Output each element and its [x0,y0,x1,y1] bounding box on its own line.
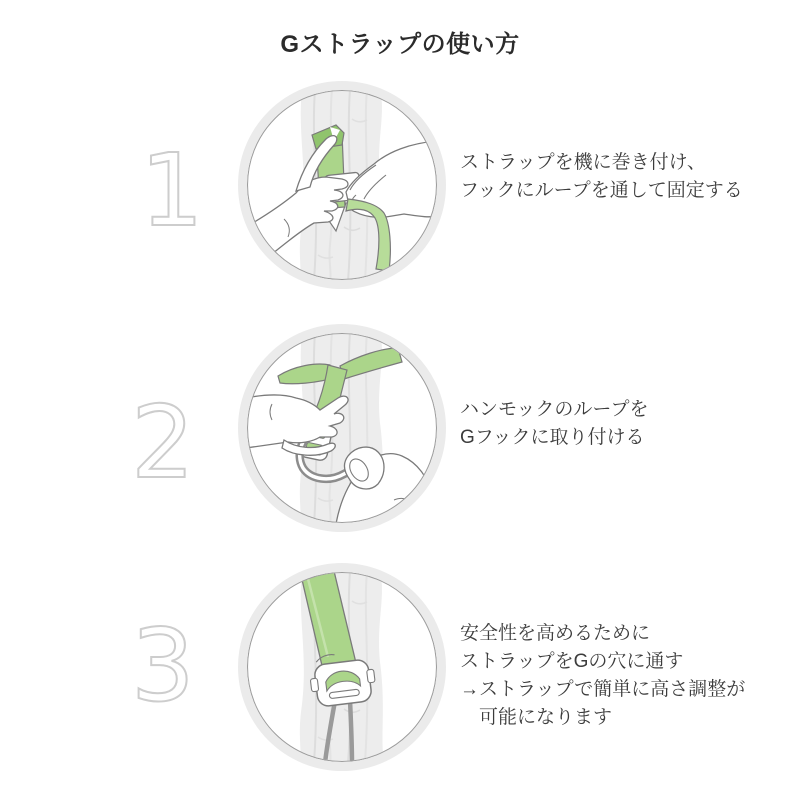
caption-line: →ストラップで簡単に高さ調整が [460,679,746,700]
step-3-illustration-icon [237,562,447,772]
caption-line: 安全性を高めるために [460,623,651,644]
caption-line: ストラップを機に巻き付け、 [460,152,706,173]
step-1-caption [460,149,743,205]
caption-line: ストラップをGの穴に通す [460,651,684,672]
step-2-caption [460,396,648,452]
step-3-number: 3 [131,607,195,724]
left-hand-icon [246,395,348,455]
step-1-illustration-icon [237,80,447,290]
step-2-illustration-icon [237,323,447,533]
caption-line: フックにループを通して固定する [460,180,743,201]
caption-line: Gフックに取り付ける [460,427,645,448]
caption-line: ハンモックのループを [460,399,649,420]
step-1-number: 1 [140,132,204,249]
page-title: Gストラップの使い方 [280,31,520,58]
caption-line: 可能になります [460,707,613,728]
step-3-caption [460,620,745,732]
step-2-number: 2 [131,384,195,501]
